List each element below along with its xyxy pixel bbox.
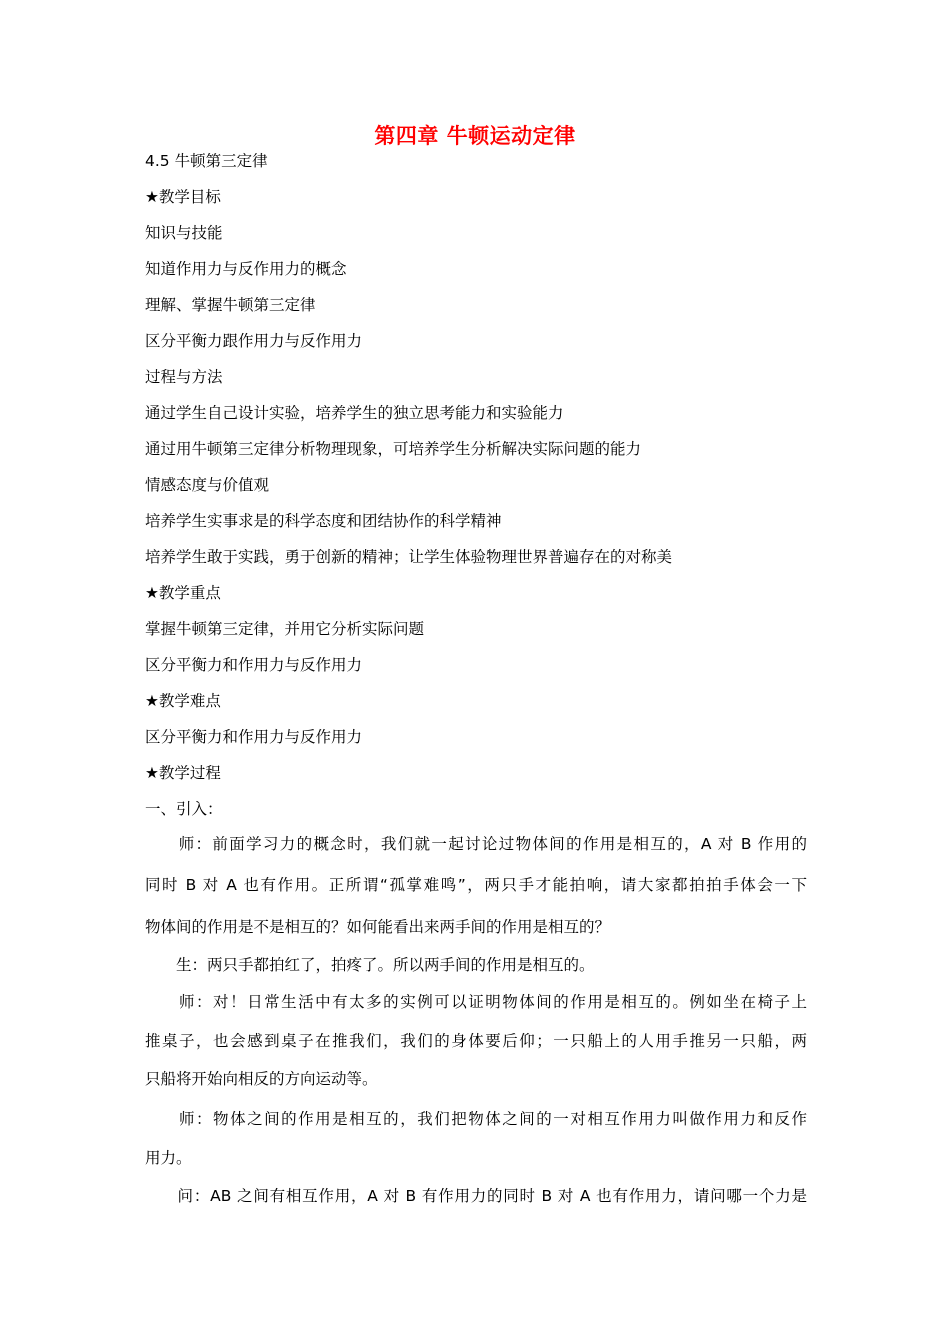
paragraph-line: 生：两只手都拍红了，拍疼了。所以两手间的作用是相互的。 [145, 956, 595, 974]
chapter-title: 第四章 牛顿运动定律 [374, 124, 576, 148]
paragraph-line: 师：物体之间的作用是相互的，我们把物体之间的一对相互作用力叫做作用力和反作 [145, 1110, 807, 1128]
knowledge-item: 理解、掌握牛顿第三定律 [145, 296, 316, 314]
paragraph-line: 物体间的作用是不是相互的？如何能看出来两手间的作用是相互的？ [145, 918, 611, 936]
paragraph-line: 用力。 [145, 1149, 192, 1167]
section-heading: 4.5 牛顿第三定律 [145, 152, 268, 170]
paragraph-line: 同时 B 对 A 也有作用。正所谓“孤掌难鸣”，两只手才能拍响，请大家都拍拍手体会一下 [145, 876, 807, 894]
difficulty-item: 区分平衡力和作用力与反作用力 [145, 728, 363, 746]
paragraph-line: 只船将开始向相反的方向运动等。 [145, 1070, 378, 1088]
paragraph-line: 推桌子，也会感到桌子在推我们，我们的身体要后仰；一只船上的人用手推另一只船，两 [145, 1032, 807, 1050]
key-point-item: 掌握牛顿第三定律，并用它分析实际问题 [145, 620, 425, 638]
process-item: 通过用牛顿第三定律分析物理现象，可培养学生分析解决实际问题的能力 [145, 440, 642, 458]
attitude-item: 培养学生敢于实践，勇于创新的精神；让学生体验物理世界普遍存在的对称美 [145, 548, 673, 566]
procedure-heading: ★教学过程 [145, 764, 221, 782]
knowledge-item: 知道作用力与反作用力的概念 [145, 260, 347, 278]
paragraph-line: 问：AB 之间有相互作用，A 对 B 有作用力的同时 B 对 A 也有作用力，请问哪一个力是 [145, 1187, 807, 1205]
intro-heading: 一、引入： [145, 800, 223, 818]
process-heading: 过程与方法 [145, 368, 223, 386]
process-item: 通过学生自己设计实验，培养学生的独立思考能力和实验能力 [145, 404, 564, 422]
paragraph-line: 师：对！日常生活中有太多的实例可以证明物体间的作用是相互的。例如坐在椅子上 [145, 993, 807, 1011]
attitude-item: 培养学生实事求是的科学态度和团结协作的科学精神 [145, 512, 502, 530]
difficulty-heading: ★教学难点 [145, 692, 221, 710]
key-points-heading: ★教学重点 [145, 584, 221, 602]
knowledge-item: 区分平衡力跟作用力与反作用力 [145, 332, 363, 350]
knowledge-heading: 知识与技能 [145, 224, 223, 242]
key-point-item: 区分平衡力和作用力与反作用力 [145, 656, 363, 674]
attitude-heading: 情感态度与价值观 [145, 476, 270, 494]
objectives-heading: ★教学目标 [145, 188, 221, 206]
paragraph-line: 师：前面学习力的概念时，我们就一起讨论过物体间的作用是相互的，A 对 B 作用的 [145, 835, 807, 853]
